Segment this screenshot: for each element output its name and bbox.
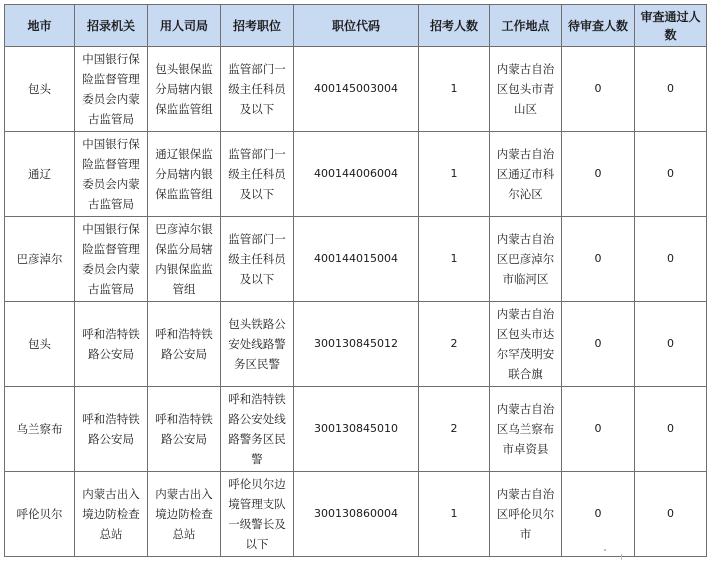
cell-work-location: 内蒙古自治区包头市达尔罕茂明安联合旗 xyxy=(490,302,562,387)
recruitment-table xyxy=(4,4,707,557)
cell-position-code: 300130845010 xyxy=(294,387,419,472)
cell-city: 包头 xyxy=(5,47,75,132)
cell-recruit-count: 2 xyxy=(419,387,490,472)
cell-review-passed: 0 xyxy=(635,472,707,557)
cell-employing-department: 通辽银保监分局辖内银保监监管组 xyxy=(148,132,221,217)
cell-recruiting-agency: 内蒙古出入境边防检查总站 xyxy=(75,472,148,557)
cell-recruit-count: 1 xyxy=(419,217,490,302)
header-recruiting-agency: 招录机关 xyxy=(75,5,148,47)
cell-work-location: 内蒙古自治区包头市青山区 xyxy=(490,47,562,132)
header-review-passed: 审查通过人数 xyxy=(635,5,707,47)
header-work-location: 工作地点 xyxy=(490,5,562,47)
cell-position: 呼和浩特铁路公安处线路警务区民警 xyxy=(221,387,294,472)
cell-city: 包头 xyxy=(5,302,75,387)
cell-review-passed: 0 xyxy=(635,132,707,217)
header-city: 地市 xyxy=(5,5,75,47)
cell-recruiting-agency: 呼和浩特铁路公安局 xyxy=(75,302,148,387)
cell-city: 通辽 xyxy=(5,132,75,217)
cell-review-passed: 0 xyxy=(635,387,707,472)
cell-city: 巴彦淖尔 xyxy=(5,217,75,302)
table-row xyxy=(5,387,707,472)
cell-position-code: 400145003004 xyxy=(294,47,419,132)
cell-recruit-count: 1 xyxy=(419,472,490,557)
cell-position-code: 400144015004 xyxy=(294,217,419,302)
header-employing-department: 用人司局 xyxy=(148,5,221,47)
cell-review-passed: 0 xyxy=(635,302,707,387)
cell-pending-review: 0 xyxy=(562,217,635,302)
cell-pending-review: 0 xyxy=(562,302,635,387)
cell-position-code: 300130845012 xyxy=(294,302,419,387)
cell-position: 监管部门一级主任科员及以下 xyxy=(221,132,294,217)
table-row xyxy=(5,472,707,557)
header-position: 招考职位 xyxy=(221,5,294,47)
cell-position: 呼伦贝尔边境管理支队一级警长及以下 xyxy=(221,472,294,557)
cell-work-location: 内蒙古自治区通辽市科尔沁区 xyxy=(490,132,562,217)
cell-city: 呼伦贝尔 xyxy=(5,472,75,557)
header-pending-review: 待审查人数 xyxy=(562,5,635,47)
header-row xyxy=(5,5,707,47)
cell-work-location: 内蒙古自治区呼伦贝尔市 xyxy=(490,472,562,557)
cell-work-location: 内蒙古自治区巴彦淖尔市临河区 xyxy=(490,217,562,302)
cell-recruiting-agency: 呼和浩特铁路公安局 xyxy=(75,387,148,472)
cell-position: 监管部门一级主任科员及以下 xyxy=(221,217,294,302)
cell-pending-review: 0 xyxy=(562,472,635,557)
table-row xyxy=(5,302,707,387)
cell-review-passed: 0 xyxy=(635,47,707,132)
cell-pending-review: 0 xyxy=(562,132,635,217)
table-row xyxy=(5,217,707,302)
cell-recruit-count: 1 xyxy=(419,132,490,217)
cell-position-code: 400144006004 xyxy=(294,132,419,217)
cell-recruiting-agency: 中国银行保险监督管理委员会内蒙古监管局 xyxy=(75,217,148,302)
cell-review-passed: 0 xyxy=(635,217,707,302)
cell-position: 监管部门一级主任科员及以下 xyxy=(221,47,294,132)
cell-position-code: 300130860004 xyxy=(294,472,419,557)
cell-pending-review: 0 xyxy=(562,387,635,472)
cell-employing-department: 包头银保监分局辖内银保监监管组 xyxy=(148,47,221,132)
cell-pending-review: 0 xyxy=(562,47,635,132)
stray-mark xyxy=(604,549,606,551)
cell-work-location: 内蒙古自治区乌兰察布市卓资县 xyxy=(490,387,562,472)
cell-position: 包头铁路公安处线路警务区民警 xyxy=(221,302,294,387)
cell-recruit-count: 1 xyxy=(419,47,490,132)
cell-employing-department: 巴彦淖尔银保监分局辖内银保监监管组 xyxy=(148,217,221,302)
table-row xyxy=(5,132,707,217)
cell-recruiting-agency: 中国银行保险监督管理委员会内蒙古监管局 xyxy=(75,132,148,217)
header-recruit-count: 招考人数 xyxy=(419,5,490,47)
cell-city: 乌兰察布 xyxy=(5,387,75,472)
cell-recruit-count: 2 xyxy=(419,302,490,387)
cell-employing-department: 呼和浩特铁路公安局 xyxy=(148,302,221,387)
cell-employing-department: 内蒙古出入境边防检查总站 xyxy=(148,472,221,557)
cell-employing-department: 呼和浩特铁路公安局 xyxy=(148,387,221,472)
header-position-code: 职位代码 xyxy=(294,5,419,47)
stray-mark xyxy=(621,554,622,560)
table-row xyxy=(5,47,707,132)
cell-recruiting-agency: 中国银行保险监督管理委员会内蒙古监管局 xyxy=(75,47,148,132)
